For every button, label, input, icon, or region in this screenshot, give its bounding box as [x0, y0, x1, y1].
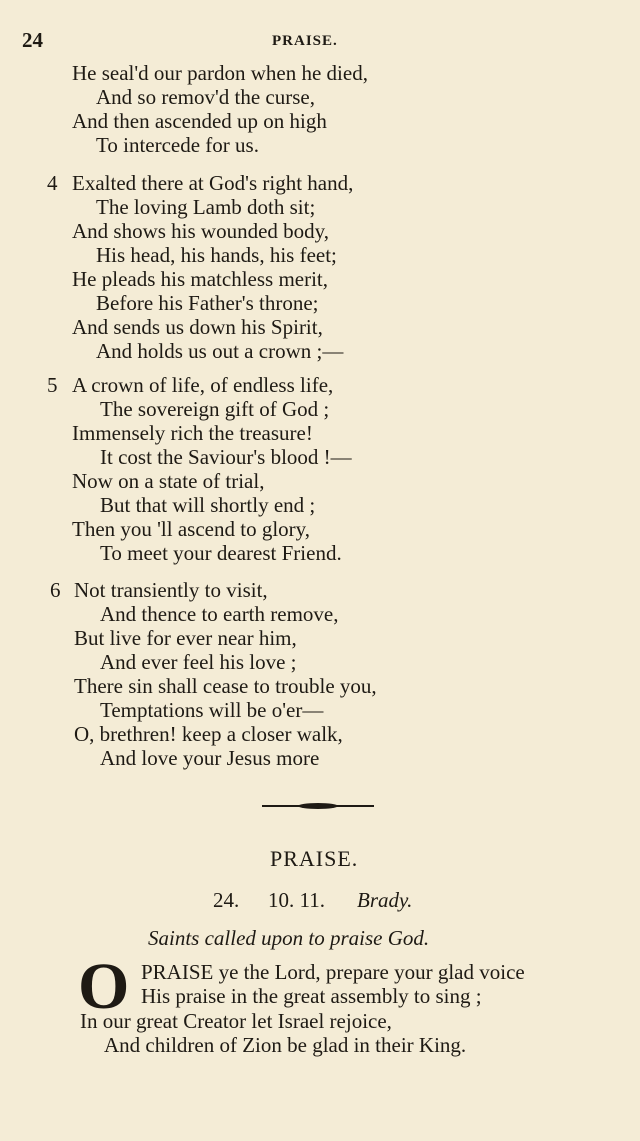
verse-line: And thence to earth remove, [100, 602, 339, 626]
verse-line: Now on a state of trial, [72, 469, 265, 493]
verse-line: And ever feel his love ; [100, 650, 297, 674]
continuation-line: And so remov'd the curse, [96, 85, 315, 109]
verse-line: And love your Jesus more [100, 746, 320, 770]
first-line [141, 960, 525, 984]
verse-line: The loving Lamb doth sit; [96, 195, 316, 219]
verse-line: But that will shortly end ; [100, 493, 316, 517]
verse-line: He pleads his matchless merit, [72, 267, 329, 291]
rule-swell [298, 803, 338, 809]
page-number: 24 [22, 28, 43, 52]
verse-line: O, brethren! keep a closer walk, [74, 722, 343, 746]
verse-line: Immensely rich the treasure! [72, 421, 313, 445]
hymn-number: 24. [213, 888, 240, 912]
verse-line: Temptations will be o'er— [100, 698, 324, 722]
drop-cap: O [78, 950, 130, 1023]
verse-line: Not transiently to visit, [74, 578, 268, 602]
verse-line: Before his Father's throne; [96, 291, 319, 315]
verse-line: To meet your dearest Friend. [100, 541, 342, 565]
verse-line: His head, his hands, his feet; [96, 243, 337, 267]
verse-line: And holds us out a crown ;— [96, 339, 344, 363]
verse-line: And sends us down his Spirit, [72, 315, 323, 339]
verse-line: But live for ever near him, [74, 626, 297, 650]
verse-line: The sovereign gift of God ; [100, 397, 330, 421]
verse-line: There sin shall cease to trouble you, [74, 674, 377, 698]
continuation-line: He seal'd our pardon when he died, [72, 61, 368, 85]
verse-number: 5 [47, 373, 58, 397]
verse-line: Then you 'll ascend to glory, [72, 517, 311, 541]
verse-number: 6 [50, 578, 61, 602]
verse-line: And shows his wounded body, [72, 219, 330, 243]
hymn-tune: Brady. [357, 888, 413, 912]
ornamental-rule [262, 802, 374, 812]
hymn-meter: 10. 11. [268, 888, 325, 912]
verse-line: A crown of life, of endless life, [72, 373, 334, 397]
verse-number: 4 [47, 171, 58, 195]
continuation-line: And then ascended up on high [72, 109, 327, 133]
verse-line: It cost the Saviour's blood !— [100, 445, 352, 469]
hymn-line: And children of Zion be glad in their King. [104, 1033, 467, 1057]
first-word: PRAISE [141, 960, 214, 984]
running-title: PRAISE. [272, 33, 338, 49]
verse-line: Exalted there at God's right hand, [72, 171, 354, 195]
section-title: PRAISE. [270, 846, 359, 871]
hymn-line: In our great Creator let Israel rejoice, [80, 1009, 392, 1033]
first-line-rest: ye the Lord, prepare your glad voice [213, 960, 525, 984]
hymn-line: His praise in the great assembly to sing ; [141, 984, 482, 1008]
continuation-line: To intercede for us. [96, 133, 259, 157]
hymn-subtitle: Saints called upon to praise God. [148, 926, 430, 950]
